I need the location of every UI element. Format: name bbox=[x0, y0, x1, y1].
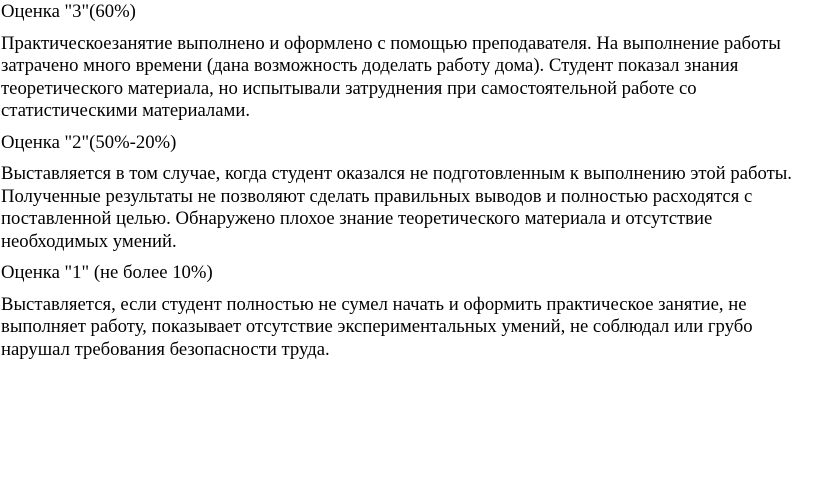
grade-3-heading: Оценка "3"(60%) bbox=[1, 1, 136, 22]
grade-2-description: Выставляется в том случае, когда студент оказался не подготовленным к выполнению этой работы. Полученные результаты не позволяют сделать правильных выводов и полностью расходятся с поставленной целью. Обнаружено плохое знание теоретического материала и отсутствие необходимых умений. bbox=[1, 163, 792, 252]
grade-1-description: Выставляется, если студент полностью не сумел начать и оформить практическое занятие, не выполняет работу, показывает отсутствие экспериментальных умений, не соблюдал или грубо нарушал требования безопасности труда. bbox=[1, 293, 753, 360]
grade-1-heading: Оценка "1" (не более 10%) bbox=[1, 262, 213, 283]
grade-3-description: Практическоезанятие выполнено и оформлено с помощью преподавателя. На выполнение работы затрачено много времени (дана возможность доделать работу дома). Студент показал знания теоретического материала, но испытывали затруднения при самостоятельной работе со статистическими материалами. bbox=[1, 32, 781, 121]
grade-2-heading: Оценка "2"(50%-20%) bbox=[1, 131, 177, 153]
